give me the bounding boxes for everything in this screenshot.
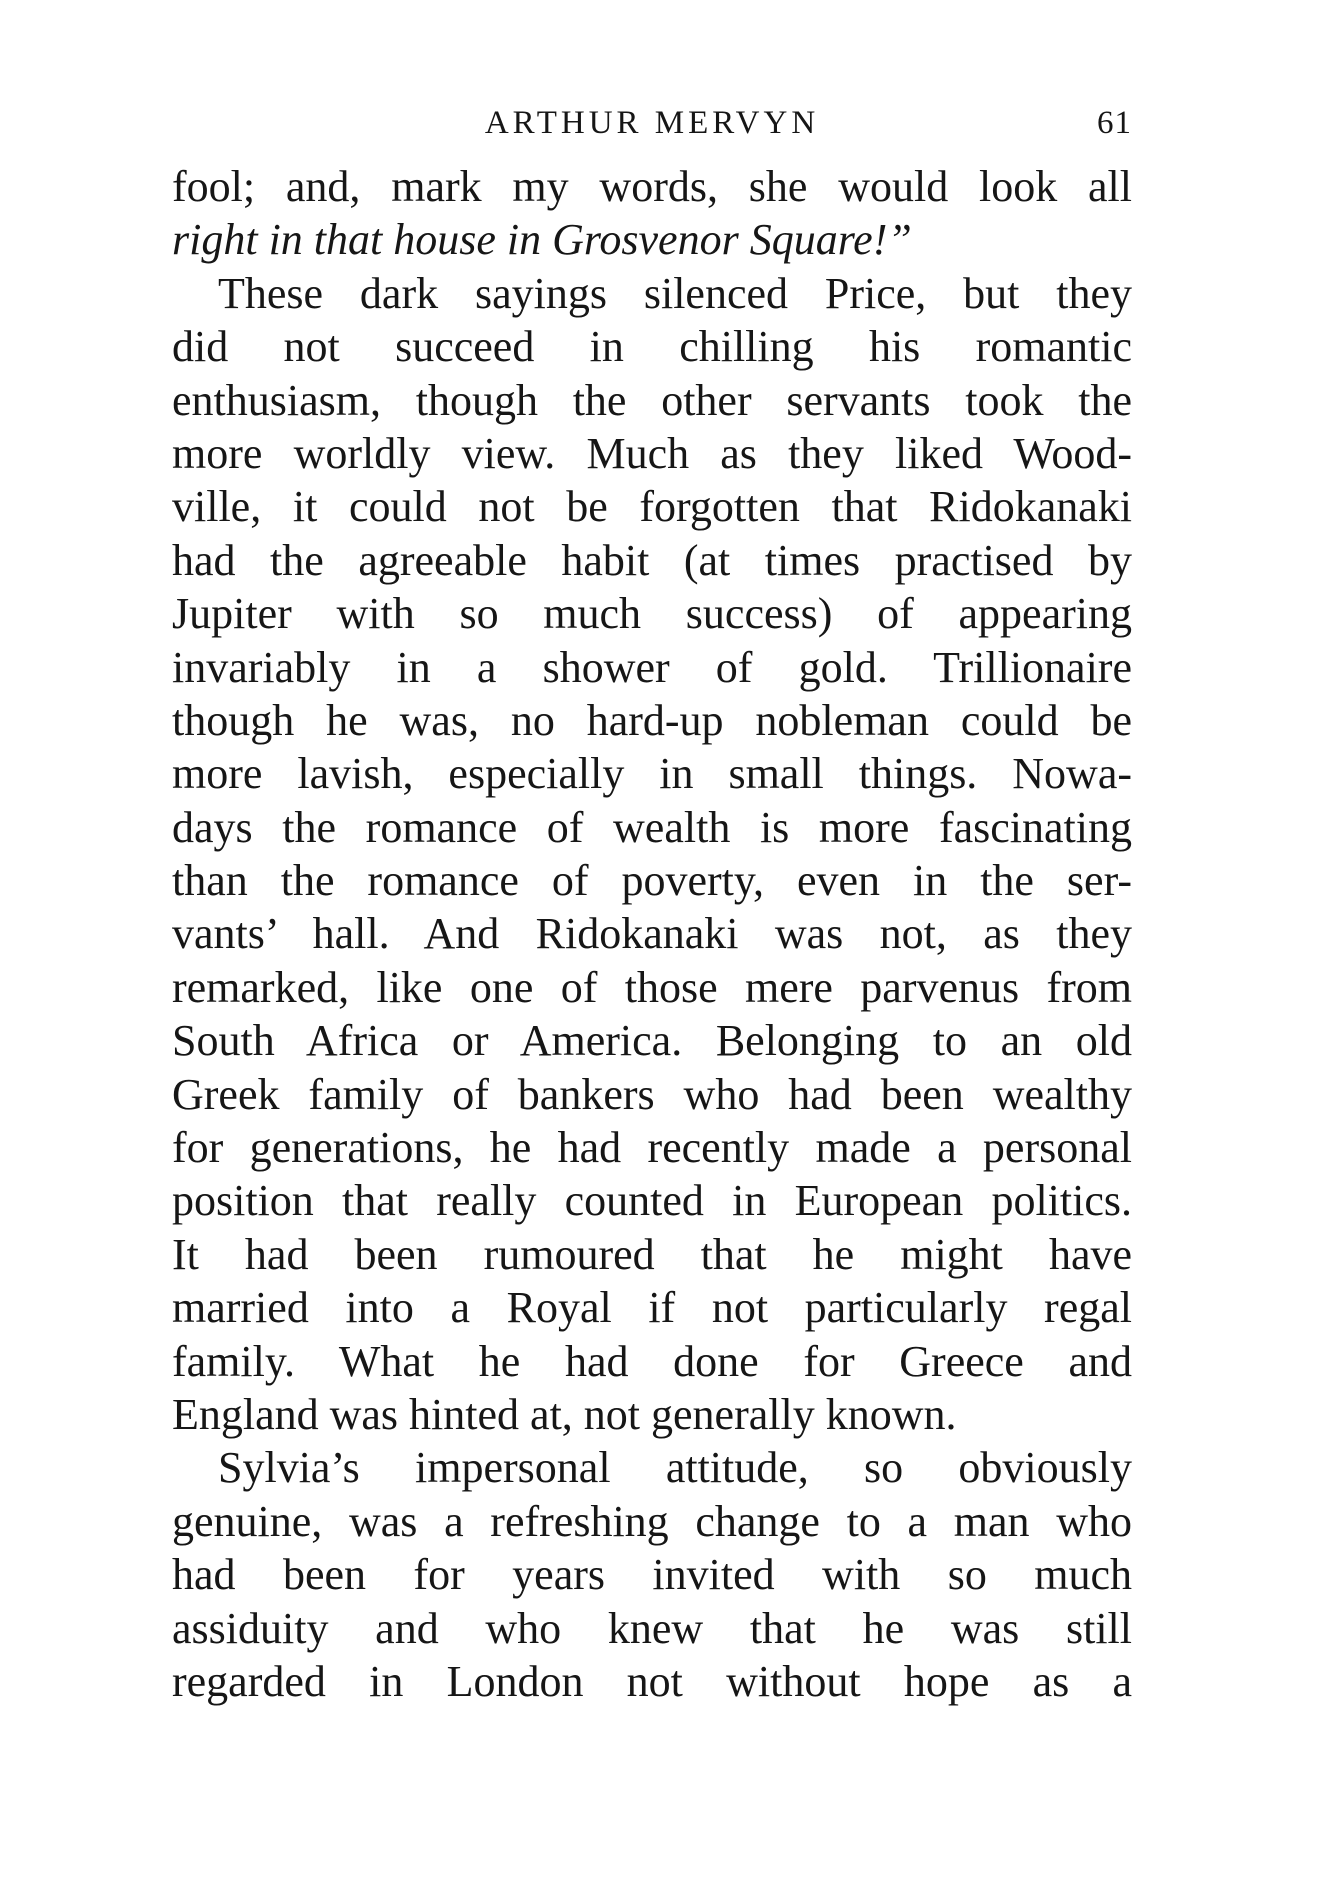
text-line: assiduity and who knew that he was still — [172, 1603, 1132, 1653]
text-line: genuine, was a refreshing change to a man who — [172, 1496, 1132, 1546]
text-line: enthusiasm, though the other servants took the — [172, 375, 1132, 425]
body-text — [172, 160, 1132, 1708]
text-line: Greek family of bankers who had been wealthy — [172, 1069, 1132, 1119]
text-line: had been for years invited with so much — [172, 1550, 1132, 1600]
text-line: regarded in London not without hope as a — [172, 1656, 1132, 1706]
text-line: had the agreeable habit (at times practised by — [172, 535, 1132, 585]
text-line: married into a Royal if not particularly regal — [172, 1283, 1132, 1333]
text-line: ville, it could not be forgotten that Ridokanaki — [172, 482, 1132, 532]
text-line: more worldly view. Much as they liked Wood- — [172, 428, 1132, 478]
italic-text: right in that house in Grosvenor Square!” — [172, 215, 912, 265]
running-head — [172, 98, 1132, 148]
running-title: ARTHUR MERVYN — [484, 105, 820, 141]
text-line: family. What he had done for Greece and — [172, 1336, 1132, 1386]
text-line: vants’ hall. And Ridokanaki was not, as they — [172, 909, 1132, 959]
paragraph-first-line: Sylvia’s impersonal attitude, so obviously — [218, 1443, 1132, 1493]
paragraph-first-line: These dark sayings silenced Price, but they — [218, 268, 1132, 318]
text-line: did not succeed in chilling his romantic — [172, 322, 1132, 372]
page-number: 61 — [1097, 105, 1132, 141]
text-line: position that really counted in European politics. — [172, 1176, 1132, 1226]
text-line: Jupiter with so much success) of appearing — [172, 589, 1132, 639]
text-line: days the romance of wealth is more fascinating — [172, 802, 1132, 852]
text-line: than the romance of poverty, even in the ser- — [172, 856, 1132, 906]
text-line: remarked, like one of those mere parvenus from — [172, 962, 1132, 1012]
text-line: It had been rumoured that he might have — [172, 1229, 1132, 1279]
text-line: invariably in a shower of gold. Trillionaire — [172, 642, 1132, 692]
text-line: England was hinted at, not generally known. — [172, 1389, 957, 1439]
text-line: more lavish, especially in small things. Nowa- — [172, 749, 1132, 799]
text-line — [172, 213, 1132, 266]
text-line: fool; and, mark my words, she would look all — [172, 162, 1132, 211]
text-line: South Africa or America. Belonging to an old — [172, 1016, 1132, 1066]
text-line: though he was, no hard-up nobleman could be — [172, 695, 1132, 745]
text-line: for generations, he had recently made a personal — [172, 1123, 1132, 1173]
